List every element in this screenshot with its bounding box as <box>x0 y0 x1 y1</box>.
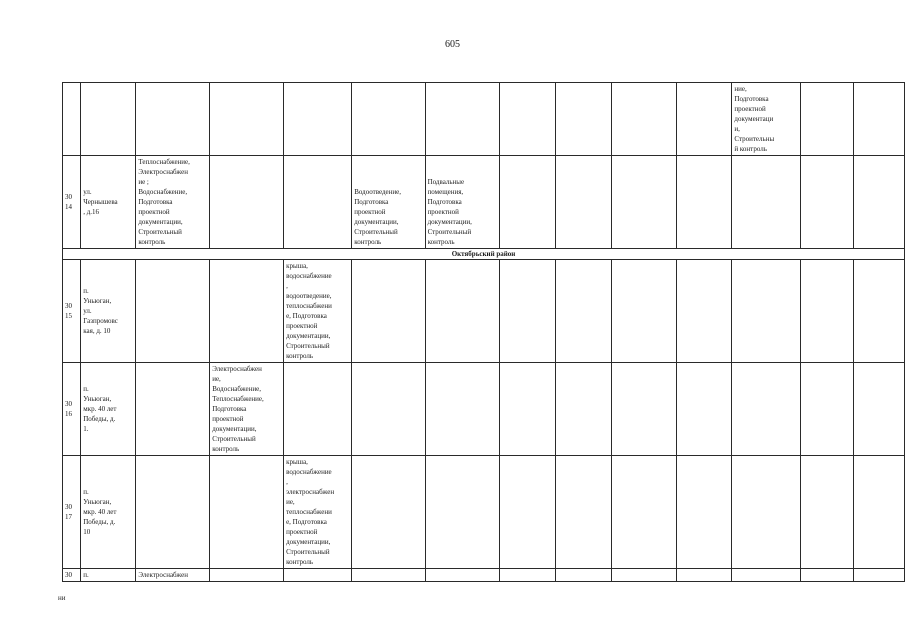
table-cell <box>210 456 284 569</box>
table-cell <box>210 260 284 363</box>
table-cell <box>136 363 210 456</box>
table-cell <box>352 456 425 569</box>
table-cell: ние, Подготовка проектной документаци и, Строительны й контроль <box>732 83 801 156</box>
table-cell <box>352 363 425 456</box>
district-name: Октябрьский район <box>63 249 905 260</box>
row-number: 30 14 <box>63 156 81 249</box>
table-cell: Электроснабжен <box>136 569 210 582</box>
row-number: 30 17 <box>63 456 81 569</box>
table-cell <box>425 363 500 456</box>
row-address: п. Уньюган, мкр. 40 лет Победы, д. 1. <box>81 363 136 456</box>
table-cell: Водоотведение, Подготовка проектной документации, Строительный контроль <box>352 156 425 249</box>
row-address: ул. Чернышева , д.16 <box>81 156 136 249</box>
district-row <box>63 249 905 260</box>
works-table <box>62 82 905 582</box>
row-address: п. <box>81 569 136 582</box>
table-cell <box>352 260 425 363</box>
row-number: 30 16 <box>63 363 81 456</box>
table-row <box>63 569 905 582</box>
table-row <box>63 363 905 456</box>
row-number: 30 <box>63 569 81 582</box>
table-row-continuation <box>63 83 905 156</box>
table-cell <box>284 363 352 456</box>
page-number: 605 <box>445 39 460 50</box>
row-address: п. Уньюган, мкр. 40 лет Победы, д. 10 <box>81 456 136 569</box>
table-cell <box>284 156 352 249</box>
table-cell: крыша, водоснабжение , водоотведение, теплоснабжени е, Подготовка проектной документации, Строительный контроль <box>284 260 352 363</box>
footer-note: ни <box>58 594 66 602</box>
table-row <box>63 456 905 569</box>
table-cell <box>136 456 210 569</box>
table-row <box>63 156 905 249</box>
table-cell <box>136 260 210 363</box>
table-cell <box>425 456 500 569</box>
table-cell <box>210 156 284 249</box>
table-cell: Теплоснабжение, Электроснабжен ие ; Водоснабжение, Подготовка проектной документации, Строительный контроль <box>136 156 210 249</box>
table-cell <box>425 260 500 363</box>
table-cell: Электроснабжен ие, Водоснабжение, Теплоснабжение, Подготовка проектной документации, Строительный контроль <box>210 363 284 456</box>
row-number: 30 15 <box>63 260 81 363</box>
table-row <box>63 260 905 363</box>
row-address: п. Уньюган, ул. Газпромовс кая, д. 10 <box>81 260 136 363</box>
table-cell: крыша, водоснабжение , электроснабжен ие, теплоснабжени е, Подготовка проектной документации, Строительный контроль <box>284 456 352 569</box>
table-cell: Подвальные помещения, Подготовка проектной документации, Строительный контроль <box>425 156 500 249</box>
